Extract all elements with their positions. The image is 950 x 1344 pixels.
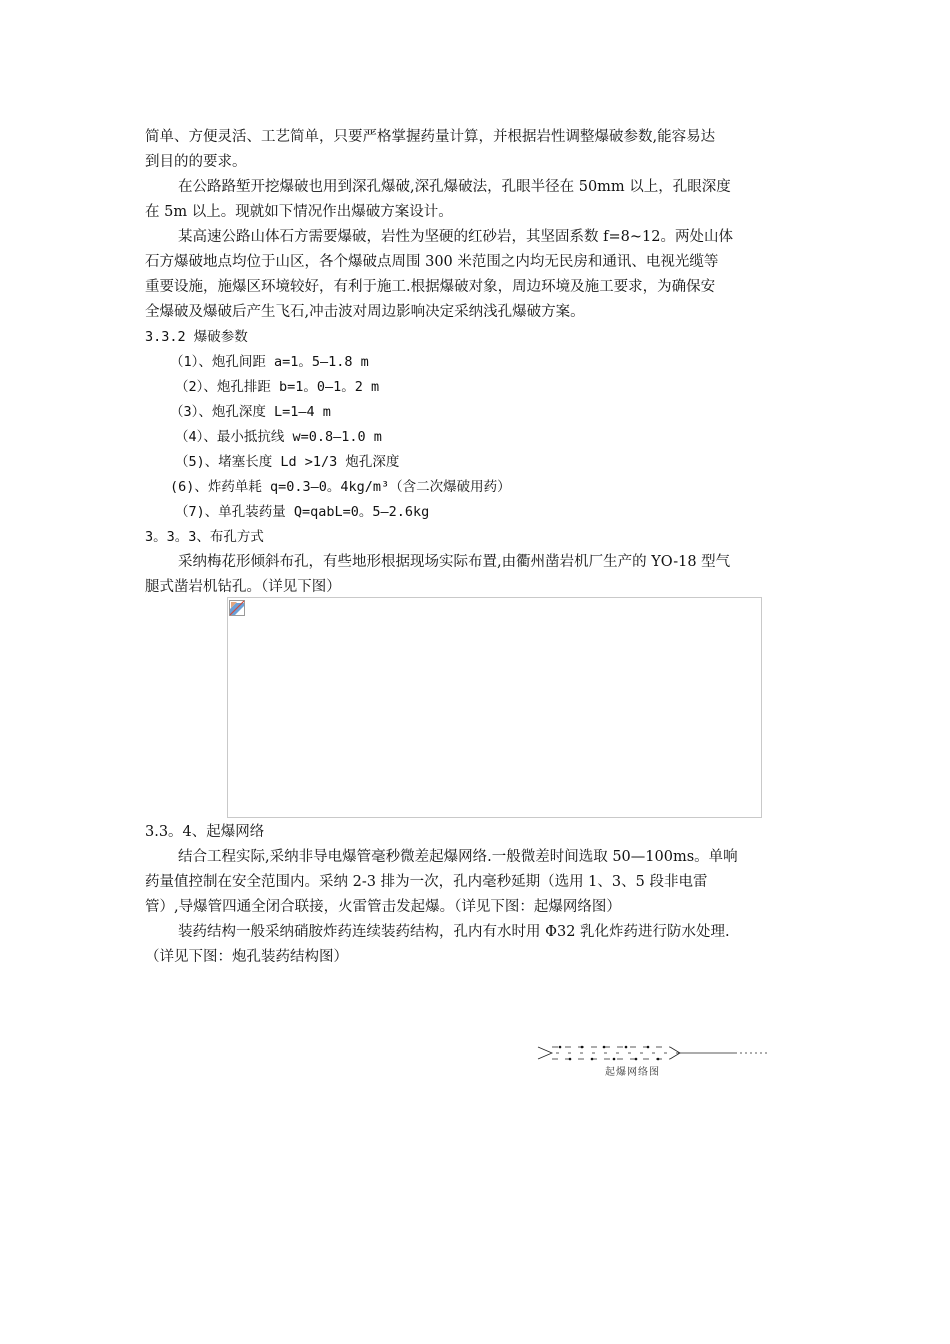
paragraph-line: 腿式凿岩机钻孔。（详见下图）: [145, 579, 341, 595]
paragraph-line: 在公路路堑开挖爆破也用到深孔爆破,深孔爆破法，孔眼半径在 50mm 以上，孔眼深度: [178, 179, 731, 195]
paragraph-line: 简单、方便灵活、工艺简单，只要严格掌握药量计算，并根据岩性调整爆破参数,能容易达: [145, 129, 716, 145]
paragraph-line: （详见下图：炮孔装药结构图）: [145, 949, 348, 965]
section-heading-3-3-3: 3。3。3、布孔方式: [145, 529, 264, 545]
param-powder-factor: (6)、炸药单耗 q=0.3—0。4kg/m³（含二次爆破用药）: [170, 479, 511, 495]
paragraph-line: 采纳梅花形倾斜布孔，有些地形根据现场实际布置,由衢州凿岩机厂生产的 YO-18 型气: [178, 554, 731, 570]
paragraph-line: 全爆破及爆破后产生飞石,冲击波对周边影响决定采纳浅孔爆破方案。: [145, 304, 585, 320]
network-figure-caption: 起爆网络图: [605, 1067, 660, 1078]
section-heading-3-3-4: 3.3。4、起爆网络: [145, 824, 265, 840]
param-min-burden: （4）、最小抵抗线 w=0.8—1.0 m: [175, 429, 382, 445]
paragraph-line: 石方爆破地点均位于山区，各个爆破点周围 300 米范围之内均无民房和通讯、电视光缆等: [145, 254, 719, 270]
paragraph-line: 管）,导爆管四通全闭合联接，火雷管击发起爆。（详见下图：起爆网络图）: [145, 899, 621, 915]
param-row-spacing: （2）、炮孔排距 b=1。0—1。2 m: [175, 379, 380, 395]
paragraph-line: 在 5m 以上。现就如下情况作出爆破方案设计。: [145, 204, 453, 220]
initiation-network-diagram: [530, 1035, 790, 1080]
param-hole-spacing: （1）、炮孔间距 a=1。5—1.8 m: [170, 354, 369, 370]
hole-layout-figure: [227, 597, 762, 818]
section-heading-3-3-2: 3.3.2 爆破参数: [145, 329, 248, 345]
param-stemming-length: （5)、堵塞长度 Ld >1/3 炮孔深度: [175, 454, 400, 470]
paragraph-line: 装药结构一般采纳硝胺炸药连续装药结构，孔内有水时用 Φ32 乳化炸药进行防水处理.: [178, 924, 730, 940]
param-charge-per-hole: （7)、单孔装药量 Q=qabL=0。5—2.6kg: [175, 504, 430, 520]
paragraph-line: 结合工程实际,采纳非导电爆管毫秒微差起爆网络.一般微差时间选取 50—100ms。单响: [178, 849, 738, 865]
paragraph-line: 某高速公路山体石方需要爆破，岩性为坚硬的红砂岩，其坚固系数 f=8~12。两处山体: [178, 229, 733, 245]
paragraph-line: 药量值控制在安全范围内。采纳 2-3 排为一次，孔内毫秒延期（选用 1、3、5 段非电雷: [145, 874, 708, 890]
param-hole-depth: （3）、炮孔深度 L=1—4 m: [170, 404, 331, 420]
paragraph-line: 重要设施，施爆区环境较好，有利于施工.根据爆破对象，周边环境及施工要求，为确保安: [145, 279, 716, 295]
broken-image-icon: [229, 600, 245, 616]
paragraph-line: 到目的的要求。: [145, 154, 247, 170]
